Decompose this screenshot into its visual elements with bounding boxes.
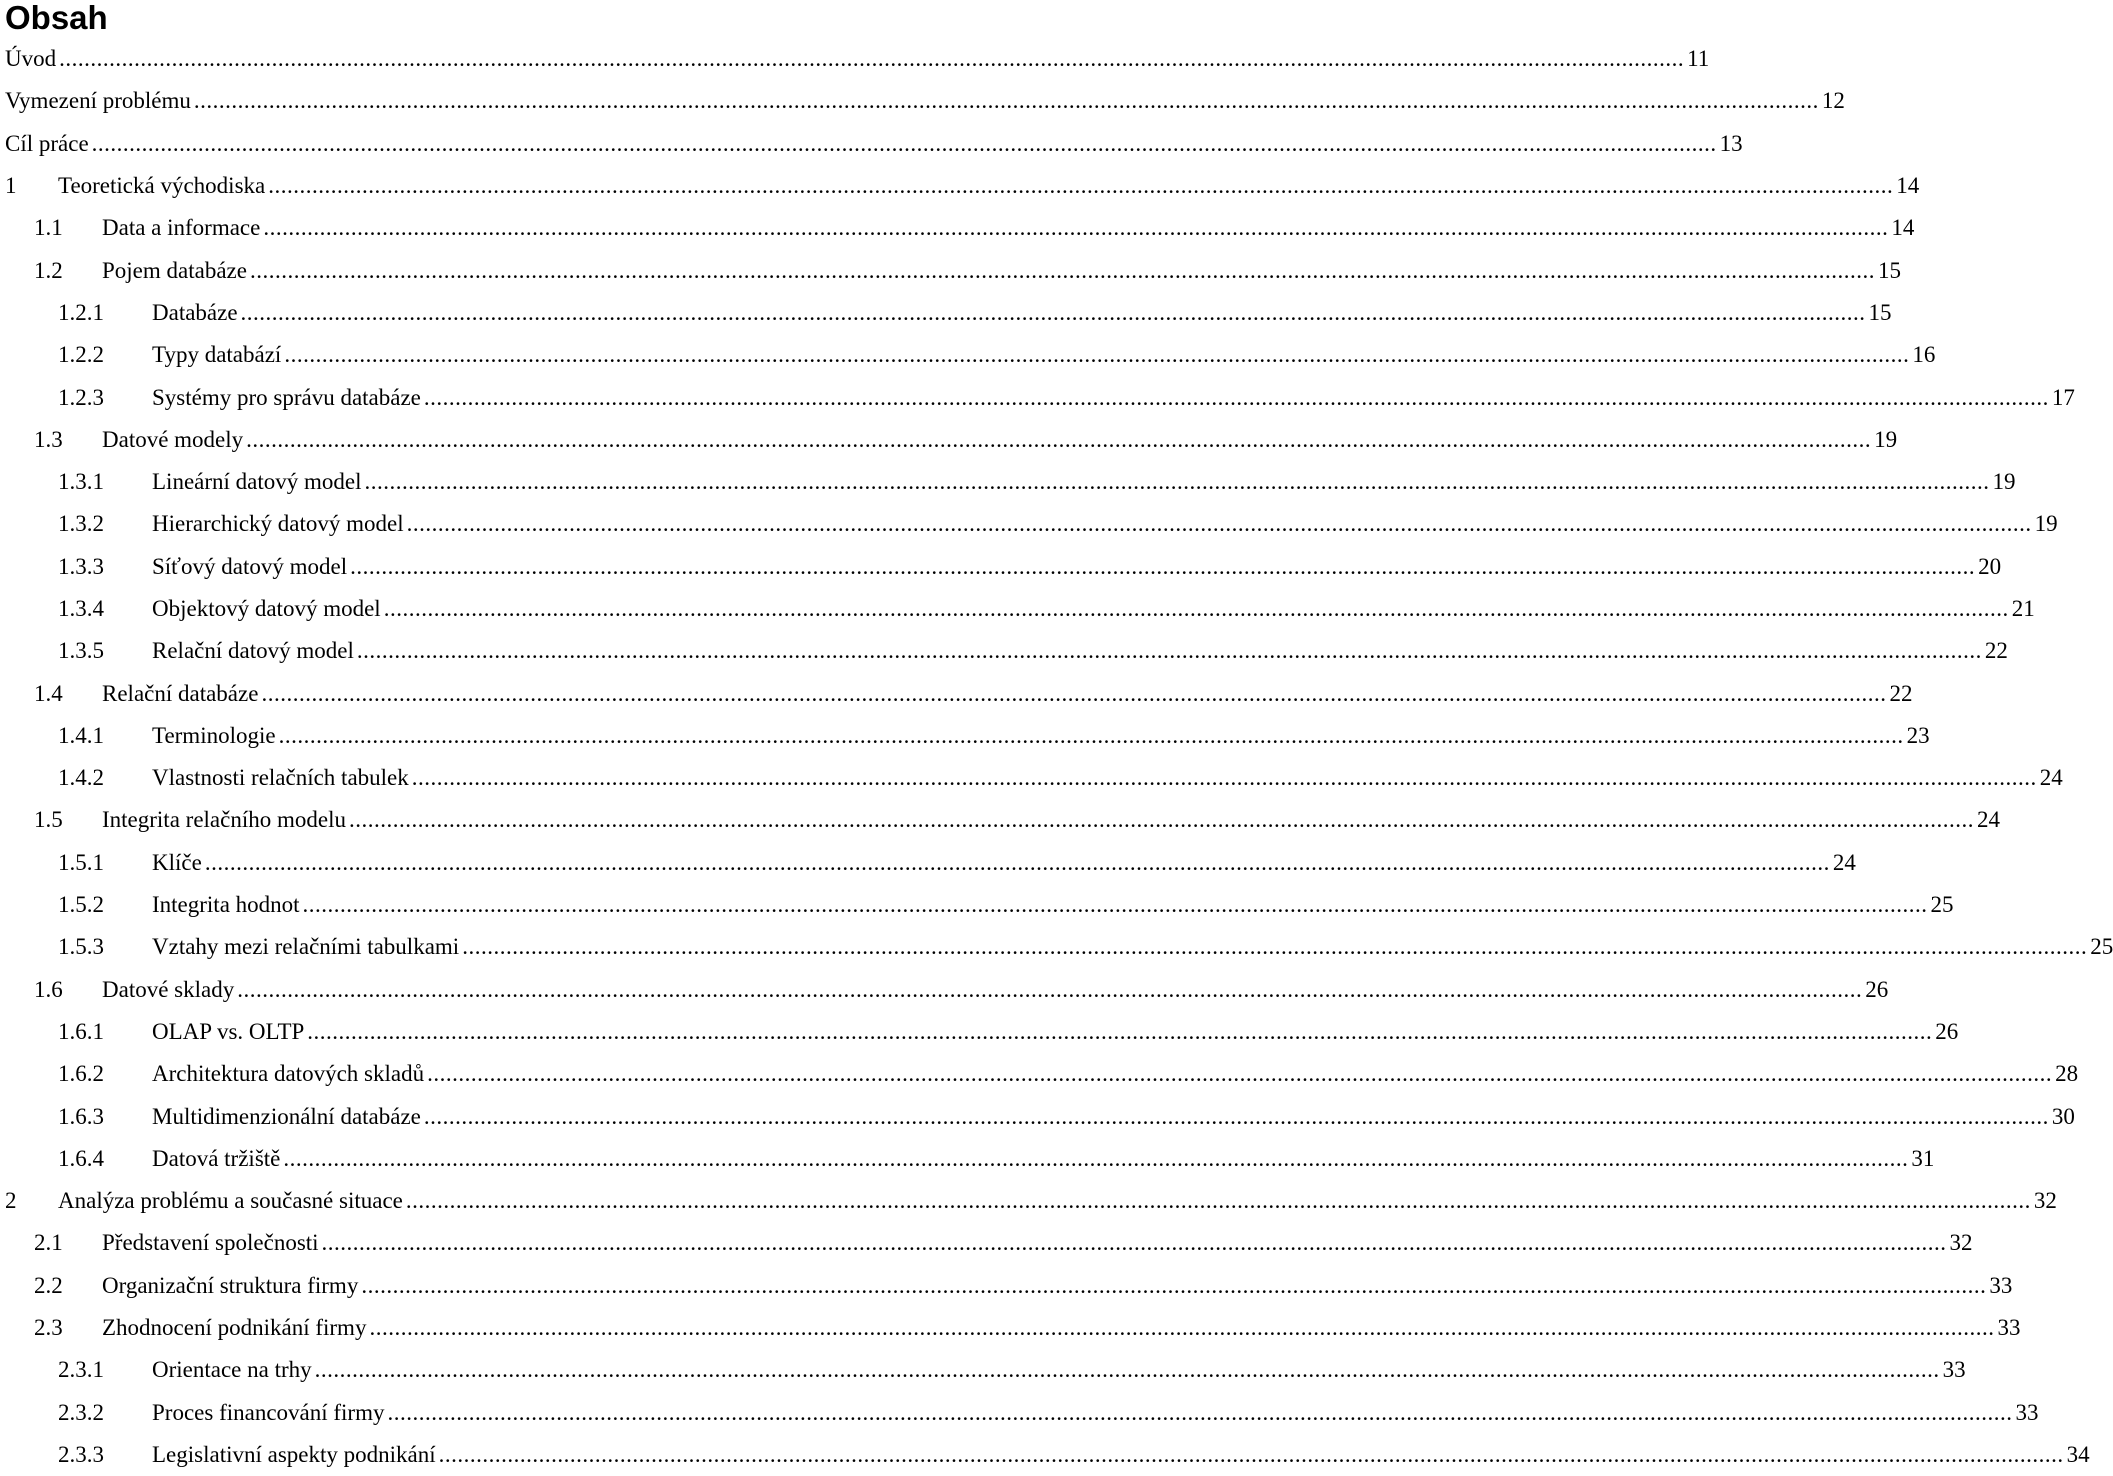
toc-dot-leader: ....................................................................................................................................................................................................................................................................: [278, 722, 1904, 748]
toc-entry-page-number: 30: [2051, 1103, 2075, 1129]
toc-entry-page-number: 24: [1832, 849, 1856, 875]
toc-entry-number: 1.5: [34, 807, 63, 833]
toc-entry[interactable]: [0, 715, 1930, 757]
toc-dot-leader: ....................................................................................................................................................................................................................................................................: [438, 1441, 2064, 1467]
toc-entry-page-number: 31: [1911, 1145, 1935, 1171]
toc-entry[interactable]: [0, 461, 2016, 503]
toc-entry-title: Architektura datových skladů: [152, 1061, 425, 1087]
toc-dot-leader: ....................................................................................................................................................................................................................................................................: [411, 765, 2037, 791]
toc-entry-number: 2.3.2: [58, 1399, 104, 1425]
toc-entry-number: 2.3: [34, 1315, 63, 1341]
toc-entry[interactable]: [0, 334, 1936, 376]
toc-entry-page-number: 32: [2033, 1188, 2057, 1214]
toc-entry-title: Vztahy mezi relačními tabulkami: [152, 934, 460, 960]
toc-entry-page-number: 19: [2034, 511, 2058, 537]
toc-entry-page-number: 24: [1976, 807, 2000, 833]
toc-entry-title: Hierarchický datový model: [152, 511, 404, 537]
toc-entry[interactable]: [0, 123, 1743, 165]
toc-dot-leader: ....................................................................................................................................................................................................................................................................: [423, 1103, 2049, 1129]
toc-entry[interactable]: [0, 292, 1892, 334]
toc-entry[interactable]: [0, 799, 2000, 841]
toc-entry[interactable]: [0, 1307, 2021, 1349]
toc-entry-number: 2.3.1: [58, 1357, 104, 1383]
toc-entry-page-number: 11: [1687, 46, 1710, 72]
toc-entry[interactable]: [0, 1222, 1973, 1264]
toc-entry-number: 1.3.1: [58, 469, 104, 495]
toc-entry-page-number: 19: [1874, 426, 1898, 452]
toc-entry-number: 2.1: [34, 1230, 63, 1256]
toc-entry-page-number: 26: [1935, 1018, 1959, 1044]
toc-dot-leader: ....................................................................................................................................................................................................................................................................: [387, 1399, 2013, 1425]
toc-entry-title: Vymezení problému: [5, 88, 191, 114]
toc-entry-number: 1.4.1: [58, 722, 104, 748]
toc-entry[interactable]: [0, 630, 2008, 672]
toc-dot-leader: ....................................................................................................................................................................................................................................................................: [406, 511, 2032, 537]
toc-entry-number: 1.3.2: [58, 511, 104, 537]
toc-entry-page-number: 22: [1984, 638, 2008, 664]
toc-entry-page-number: 28: [2055, 1061, 2079, 1087]
toc-entry-page-number: 32: [1949, 1230, 1973, 1256]
toc-dot-leader: ....................................................................................................................................................................................................................................................................: [361, 1272, 1987, 1298]
toc-dot-leader: ....................................................................................................................................................................................................................................................................: [348, 807, 1974, 833]
toc-entry-number: 1.6.2: [58, 1061, 104, 1087]
toc-entry-number: 1.5.1: [58, 849, 104, 875]
toc-entry-number: 1.6: [34, 976, 63, 1002]
toc-entry[interactable]: [0, 546, 2002, 588]
toc-entry-title: Integrita hodnot: [152, 892, 300, 918]
toc-entry-title: Vlastnosti relačních tabulek: [152, 765, 409, 791]
toc-dot-leader: ....................................................................................................................................................................................................................................................................: [423, 384, 2049, 410]
toc-entry-number: 2: [5, 1188, 17, 1214]
toc-entry-page-number: 33: [1997, 1315, 2021, 1341]
toc-dot-leader: ....................................................................................................................................................................................................................................................................: [356, 638, 1982, 664]
toc-entry[interactable]: [0, 165, 1920, 207]
toc-entry-title: Orientace na trhy: [152, 1357, 312, 1383]
toc-entry-number: 1.2.3: [58, 384, 104, 410]
toc-entry-title: Analýza problému a současné situace: [58, 1188, 403, 1214]
toc-entry-number: 1.1: [34, 215, 63, 241]
toc-entry-title: Datové modely: [102, 426, 244, 452]
toc-dot-leader: ....................................................................................................................................................................................................................................................................: [283, 1145, 1909, 1171]
toc-entry-page-number: 21: [2011, 596, 2035, 621]
toc-dot-leader: ....................................................................................................................................................................................................................................................................: [307, 1018, 1933, 1044]
toc-dot-leader: ....................................................................................................................................................................................................................................................................: [193, 88, 1819, 114]
toc-entry-number: 1.6.1: [58, 1018, 104, 1044]
toc-dot-leader: ....................................................................................................................................................................................................................................................................: [302, 892, 1928, 918]
toc-entry[interactable]: [0, 1180, 2057, 1222]
toc-entry-page-number: 24: [2039, 765, 2063, 791]
toc-entry-number: 1.5.3: [58, 934, 104, 960]
toc-entry-number: 1.2.2: [58, 342, 104, 368]
toc-entry-title: Legislativní aspekty podnikání: [152, 1441, 436, 1467]
toc-entry-page-number: 12: [1821, 88, 1845, 114]
toc-entry[interactable]: [0, 1434, 2090, 1476]
toc-entry-number: 1.3.4: [58, 596, 104, 621]
toc-dot-leader: ....................................................................................................................................................................................................................................................................: [321, 1230, 1947, 1256]
toc-entry[interactable]: [0, 419, 1898, 461]
toc-entry-title: Teoretická východiska: [58, 173, 266, 199]
toc-entry[interactable]: [0, 1349, 1966, 1391]
toc-entry-page-number: 34: [2066, 1441, 2090, 1467]
toc-heading: Obsah: [5, 0, 108, 36]
toc-entry-title: Lineární datový model: [152, 469, 362, 495]
toc-entry-number: 2.2: [34, 1272, 63, 1298]
toc-dot-leader: ....................................................................................................................................................................................................................................................................: [314, 1357, 1940, 1383]
toc-entry[interactable]: [0, 757, 2063, 799]
toc-entry-page-number: 26: [1865, 976, 1889, 1002]
toc-entry-page-number: 25: [2090, 934, 2113, 960]
toc-dot-leader: ....................................................................................................................................................................................................................................................................: [405, 1188, 2031, 1214]
toc-entry-title: Organizační struktura firmy: [102, 1272, 359, 1298]
toc-dot-leader: ....................................................................................................................................................................................................................................................................: [240, 299, 1866, 325]
toc-entry-number: 1.6.4: [58, 1145, 104, 1171]
toc-entry-title: Představení společnosti: [102, 1230, 319, 1256]
toc-entry-page-number: 15: [1877, 257, 1901, 283]
toc-entry[interactable]: [0, 884, 1954, 926]
toc-entry-title: Síťový datový model: [152, 553, 348, 579]
toc-entry-title: Objektový datový model: [152, 596, 381, 621]
toc-entry[interactable]: [0, 1392, 2039, 1434]
toc-entry[interactable]: [0, 1095, 2075, 1137]
toc-entry-title: Klíče: [152, 849, 202, 875]
toc-entry-title: Datové sklady: [102, 976, 235, 1002]
toc-dot-leader: ....................................................................................................................................................................................................................................................................: [427, 1061, 2053, 1087]
toc-entry-page-number: 33: [1942, 1357, 1966, 1383]
toc-entry-number: 1: [5, 173, 17, 199]
toc-entry[interactable]: [0, 842, 1856, 884]
toc-entry[interactable]: [0, 588, 2035, 630]
toc-entry-number: 1.3.3: [58, 553, 104, 579]
toc-entry[interactable]: [0, 249, 1901, 291]
toc-entry-number: 1.2.1: [58, 299, 104, 325]
toc-dot-leader: ....................................................................................................................................................................................................................................................................: [263, 215, 1889, 241]
toc-entry-number: 1.3.5: [58, 638, 104, 664]
toc-entry-title: Relační databáze: [102, 680, 259, 706]
table-of-contents: [0, 38, 2113, 1476]
toc-entry-page-number: 17: [2051, 384, 2075, 410]
toc-entry[interactable]: [0, 926, 2113, 968]
toc-entry-title: Proces financování firmy: [152, 1399, 385, 1425]
toc-entry-page-number: 20: [1978, 553, 2002, 579]
toc-entry[interactable]: [0, 80, 1845, 122]
toc-entry-number: 1.6.3: [58, 1103, 104, 1129]
toc-entry-page-number: 15: [1868, 299, 1892, 325]
toc-entry-page-number: 19: [1992, 469, 2016, 495]
toc-dot-leader: ....................................................................................................................................................................................................................................................................: [91, 130, 1717, 156]
toc-entry-title: Relační datový model: [152, 638, 354, 664]
toc-entry-number: 1.2: [34, 257, 63, 283]
toc-dot-leader: ....................................................................................................................................................................................................................................................................: [350, 553, 1976, 579]
toc-entry-number: 1.4.2: [58, 765, 104, 791]
toc-entry-title: Multidimenzionální databáze: [152, 1103, 421, 1129]
toc-dot-leader: ....................................................................................................................................................................................................................................................................: [246, 426, 1872, 452]
toc-entry-page-number: 14: [1896, 173, 1920, 199]
toc-entry-page-number: 23: [1906, 722, 1930, 748]
toc-entry-page-number: 25: [1930, 892, 1954, 918]
toc-entry-title: Úvod: [5, 46, 57, 72]
toc-entry-title: Zhodnocení podnikání firmy: [102, 1315, 367, 1341]
toc-entry-title: Typy databází: [152, 342, 282, 368]
toc-entry-number: 1.5.2: [58, 892, 104, 918]
toc-entry-title: OLAP vs. OLTP: [152, 1018, 305, 1044]
toc-entry-page-number: 33: [1989, 1272, 2013, 1298]
toc-dot-leader: ....................................................................................................................................................................................................................................................................: [59, 46, 1685, 72]
toc-dot-leader: ....................................................................................................................................................................................................................................................................: [369, 1315, 1995, 1341]
toc-entry[interactable]: [0, 1053, 2079, 1095]
toc-entry[interactable]: [0, 1011, 1959, 1053]
toc-dot-leader: ....................................................................................................................................................................................................................................................................: [284, 342, 1910, 368]
toc-entry[interactable]: [0, 38, 1710, 80]
toc-entry-title: Pojem databáze: [102, 257, 247, 283]
toc-entry-title: Cíl práce: [5, 130, 89, 156]
toc-entry-number: 1.4: [34, 680, 63, 706]
toc-entry[interactable]: [0, 207, 1915, 249]
toc-entry-title: Terminologie: [152, 722, 276, 748]
toc-entry-title: Datová tržiště: [152, 1145, 281, 1171]
toc-entry-title: Data a informace: [102, 215, 261, 241]
toc-entry-page-number: 16: [1912, 342, 1936, 368]
toc-entry[interactable]: [0, 1138, 1935, 1180]
toc-dot-leader: ....................................................................................................................................................................................................................................................................: [237, 976, 1863, 1002]
toc-entry-number: 2.3.3: [58, 1441, 104, 1467]
toc-entry[interactable]: [0, 376, 2075, 418]
toc-entry-page-number: 13: [1719, 130, 1743, 156]
toc-dot-leader: ....................................................................................................................................................................................................................................................................: [462, 934, 2088, 960]
toc-entry[interactable]: [0, 672, 1913, 714]
toc-entry-page-number: 22: [1889, 680, 1913, 706]
toc-entry[interactable]: [0, 1265, 2013, 1307]
toc-entry-number: 1.3: [34, 426, 63, 452]
toc-entry[interactable]: [0, 503, 2058, 545]
toc-entry[interactable]: [0, 969, 1889, 1011]
toc-entry-page-number: 33: [2015, 1399, 2039, 1425]
toc-dot-leader: ....................................................................................................................................................................................................................................................................: [261, 680, 1887, 706]
toc-entry-title: Systémy pro správu databáze: [152, 384, 421, 410]
toc-dot-leader: ....................................................................................................................................................................................................................................................................: [268, 173, 1894, 199]
toc-dot-leader: ....................................................................................................................................................................................................................................................................: [249, 257, 1875, 283]
toc-entry-page-number: 14: [1891, 215, 1915, 241]
toc-dot-leader: ....................................................................................................................................................................................................................................................................: [204, 849, 1830, 875]
toc-entry-title: Integrita relačního modelu: [102, 807, 346, 833]
toc-dot-leader: ....................................................................................................................................................................................................................................................................: [383, 596, 2009, 621]
toc-entry-title: Databáze: [152, 299, 238, 325]
toc-dot-leader: ....................................................................................................................................................................................................................................................................: [364, 469, 1990, 495]
